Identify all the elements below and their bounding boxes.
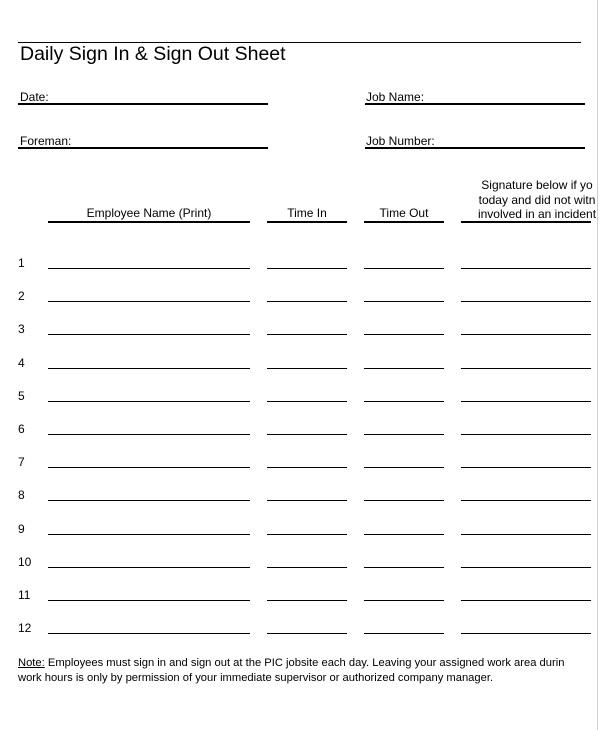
foreman-label: Foreman: [20,134,72,148]
employee-name-line[interactable] [48,334,250,335]
time-in-line[interactable] [267,567,347,568]
employee-name-header: Employee Name (Print) [86,206,212,220]
time-in-line[interactable] [267,401,347,402]
row-number: 6 [18,422,25,436]
note-line-2: work hours is only by permission of your immediate supervisor or authorized company manager. [18,671,494,684]
time-in-line[interactable] [267,368,347,369]
time-in-line[interactable] [267,301,347,302]
job-number-label: Job Number: [366,134,435,148]
table-row [0,555,598,575]
employee-name-line[interactable] [48,633,250,634]
signature-line[interactable] [461,334,591,335]
employee-name-line[interactable] [48,301,250,302]
table-row [0,422,598,442]
time-out-line[interactable] [364,467,444,468]
signature-header-line-3: involved in an incident [477,207,597,221]
time-out-line[interactable] [364,600,444,601]
table-row [0,488,598,508]
employee-name-line[interactable] [48,434,250,435]
job-name-label: Job Name: [366,90,425,104]
time-out-line[interactable] [364,534,444,535]
row-number: 8 [18,488,25,503]
row-number: 3 [18,322,25,337]
job-name-field[interactable] [365,103,585,105]
table-row [0,356,598,376]
row-number: 4 [18,355,25,370]
signature-header-line-1: Signature below if yo [481,178,593,192]
employee-name-line[interactable] [48,401,250,402]
row-number: 9 [18,521,25,536]
employee-name-line[interactable] [48,467,250,468]
time-out-line[interactable] [364,434,444,435]
note-label: Note: [18,657,45,669]
time-in-line[interactable] [267,600,347,601]
time-out-line[interactable] [364,633,444,634]
row-number: 12 [18,621,32,636]
row-number: 5 [18,388,25,403]
signature-header-line-2: today and did not witn [478,192,596,207]
time-in-line[interactable] [267,534,347,535]
time-in-line[interactable] [267,268,347,269]
row-number: 1 [18,256,25,270]
row-number: 11 [18,588,31,602]
table-row [0,522,598,542]
table-row [0,289,598,309]
employee-name-line[interactable] [48,268,250,269]
footer-note [18,656,598,685]
table-row [0,322,598,342]
time-out-line[interactable] [364,401,444,402]
signature-line[interactable] [461,434,591,435]
table-row [0,455,598,475]
signature-line[interactable] [461,301,591,302]
time-in-line[interactable] [267,467,347,468]
time-in-header-rule [267,221,347,223]
employee-name-line[interactable] [48,567,250,568]
employee-name-header-rule [48,221,250,223]
date-field[interactable] [18,103,268,105]
row-number: 7 [18,455,25,470]
table-row [0,621,598,641]
date-label: Date: [20,90,49,104]
time-out-line[interactable] [364,334,444,335]
table-row [0,389,598,409]
signature-line[interactable] [461,534,591,535]
employee-name-line[interactable] [48,368,250,369]
time-out-line[interactable] [364,567,444,568]
time-out-line[interactable] [364,301,444,302]
signature-line[interactable] [461,500,591,501]
signature-header [462,178,598,222]
time-out-line[interactable] [364,368,444,369]
signature-line[interactable] [461,467,591,468]
time-out-line[interactable] [364,500,444,501]
job-number-field[interactable] [365,147,585,149]
signature-line[interactable] [461,633,591,634]
table-row [0,588,598,608]
table-row [0,256,598,276]
foreman-field[interactable] [18,147,268,149]
row-number: 10 [18,554,32,569]
employee-name-line[interactable] [48,600,250,601]
signature-line[interactable] [461,368,591,369]
signature-header-rule [461,221,591,223]
time-out-line[interactable] [364,268,444,269]
time-in-line[interactable] [267,334,347,335]
time-out-header-rule [364,221,444,223]
time-in-line[interactable] [267,434,347,435]
signature-line[interactable] [461,567,591,568]
signature-line[interactable] [461,268,591,269]
time-out-header: Time Out [379,206,429,220]
signature-line[interactable] [461,401,591,402]
note-line-1: Employees must sign in and sign out at the PIC jobsite each day. Leaving your assigned work area durin [44,657,565,669]
page-title: Daily Sign In & Sign Out Sheet [20,43,286,65]
time-in-line[interactable] [267,633,347,634]
employee-name-line[interactable] [48,500,250,501]
employee-name-line[interactable] [48,534,250,535]
row-number: 2 [18,289,25,304]
signature-line[interactable] [461,600,591,601]
time-in-line[interactable] [267,500,347,501]
time-in-header: Time In [287,206,327,220]
